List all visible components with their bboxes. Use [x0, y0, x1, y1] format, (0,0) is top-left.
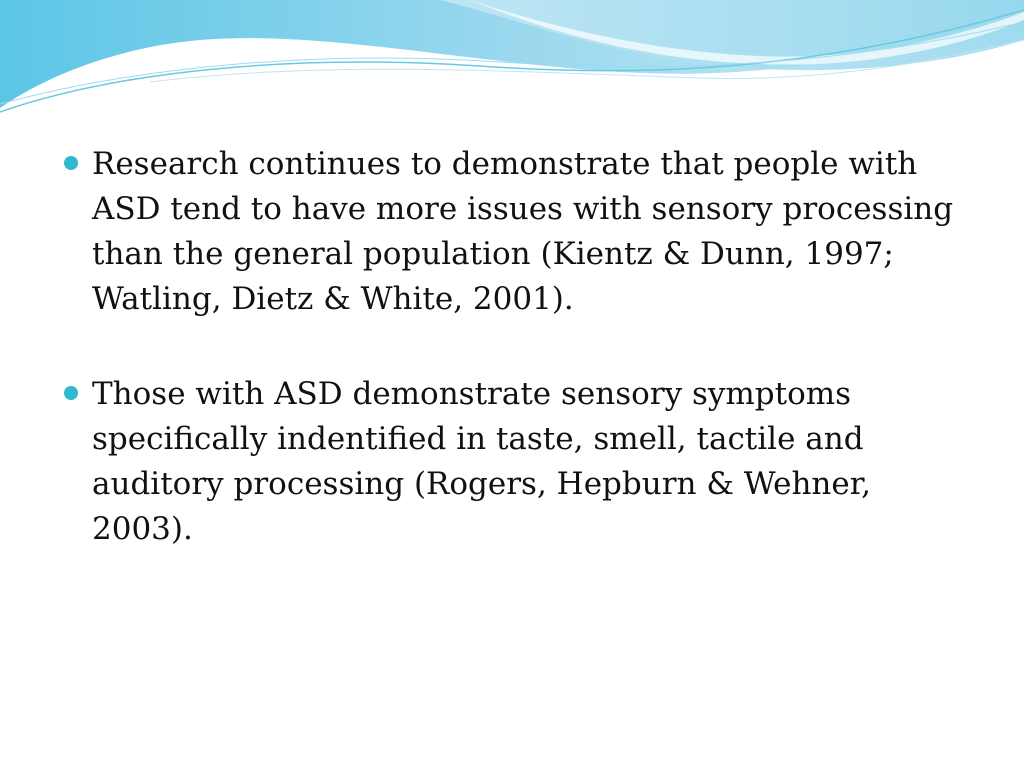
slide-body — [62, 142, 962, 602]
bullet-text: Research continues to demonstrate that people with ASD tend to have more issues with sensory processing than the general population (Kientz & Dunn, 1997; Watling, Dietz & White, 2001). — [92, 146, 954, 317]
wave-header-decoration — [0, 0, 1024, 130]
bullet-text: Those with ASD demonstrate sensory symptoms specifically indentified in taste, smell, tactile and auditory processing (Rogers, Hepburn & Wehner, 2003). — [92, 376, 872, 547]
bullet-item-2 — [62, 372, 962, 552]
bullet-item-1 — [62, 142, 962, 322]
bullet-list — [62, 142, 962, 552]
bullet-dot-icon — [64, 386, 78, 400]
bullet-dot-icon — [64, 156, 78, 170]
